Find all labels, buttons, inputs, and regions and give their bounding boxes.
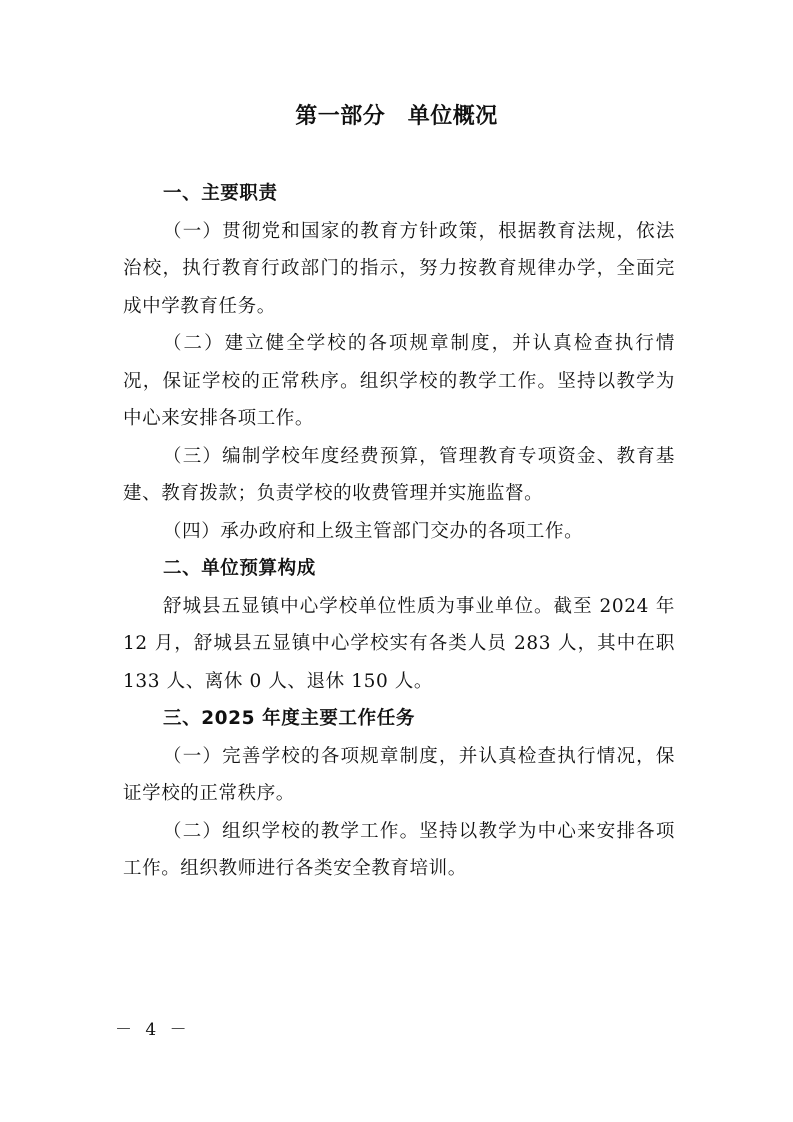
paragraph-duty-3: （三）编制学校年度经费预算，管理教育专项资金、教育基建、教育拨款；负责学校的收费管理并实施监督。 [123,445,675,504]
paragraph-task-1: （一）完善学校的各项规章制度，并认真检查执行情况，保证学校的正常秩序。 [123,745,675,804]
paragraph-duty-4: （四）承办政府和上级主管部门交办的各项工作。 [163,520,584,542]
document-body [123,175,675,888]
paragraph-duty-1: （一）贯彻党和国家的教育方针政策，根据教育法规，依法治校，执行教育行政部门的指示，努力按教育规律办学，全面完成中学教育任务。 [123,220,675,317]
paragraph-task-2: （二）组织学校的教学工作。坚持以教学为中心来安排各项工作。组织教师进行各类安全教育培训。 [123,820,675,879]
section-heading-budget-composition: 二、单位预算构成 [163,558,316,579]
page-number: － 4 － [115,1020,191,1040]
section-heading-work-tasks: 三、2025 年度主要工作任务 [163,708,415,729]
section-heading-main-duties: 一、主要职责 [163,183,278,204]
paragraph-duty-2: （二）建立健全学校的各项规章制度，并认真检查执行情况，保证学校的正常秩序。组织学校的教学工作。坚持以教学为中心来安排各项工作。 [123,333,675,429]
paragraph-budget-composition: 舒城县五显镇中心学校单位性质为事业单位。截至 2024 年 12 月，舒城县五显镇中心学校实有各类人员 283 人，其中在职 133 人、离休 0 人、退休 150 人。 [123,595,675,692]
page-title: 第一部分 单位概况 [295,104,498,129]
